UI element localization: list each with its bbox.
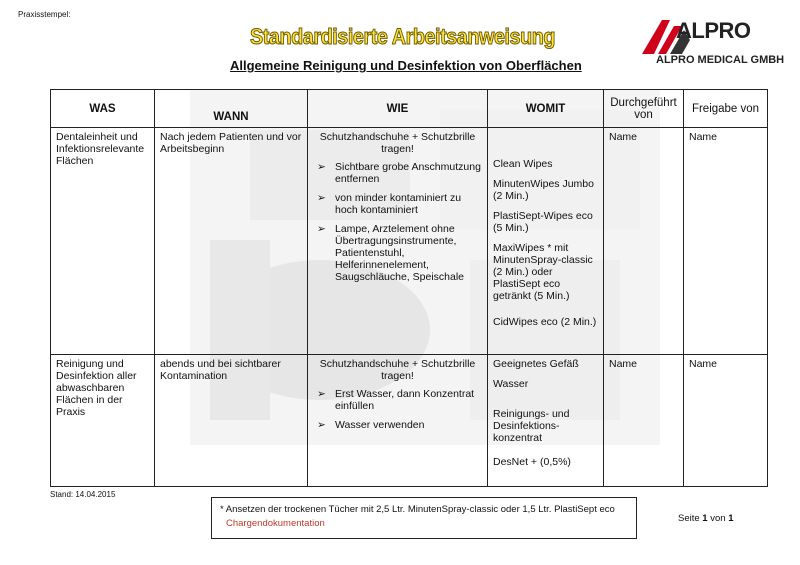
arrow-bullet-icon: ➢ [317,388,326,400]
column-header-freigabe: Freigabe von [684,90,768,128]
table-header-row [51,90,768,128]
column-header-wann: WANN [155,90,308,128]
list-item: ➢ Wasser verwenden [317,419,425,431]
cell-freigabe: Name [684,128,768,355]
womit-item: Clean Wipes [493,158,553,170]
footnote-text: * Ansetzen der trockenen Tücher mit 2,5 Ltr. MinutenSpray-classic oder 1,5 Ltr. PlastiSept eco [220,504,615,515]
cell-durchgefuehrt: Name [604,355,684,487]
list-item: ➢ Erst Wasser, dann Konzentrat einfüllen [317,388,475,412]
wie-list [313,161,482,283]
footnote-batch-doc: Chargendokumentation [226,518,325,529]
cell-was: Reinigung und Desinfektion aller abwaschbaren Flächen in der Praxis [51,355,155,487]
column-header-was: WAS [51,90,155,128]
table-row [51,128,768,355]
page-subtitle: Allgemeine Reinigung und Desinfektion von Oberflächen [230,58,582,73]
arrow-bullet-icon: ➢ [317,161,326,173]
wie-header: Schutzhandschuhe + Schutzbrille tragen! [319,358,476,382]
column-header-wie: WIE [308,90,488,128]
cell-womit [488,128,604,355]
cell-durchgefuehrt: Name [604,128,684,355]
cell-was: Dentaleinheit und Infektionsrelevante Flächen [51,128,155,355]
womit-item: DesNet + (0,5%) [493,456,571,468]
list-item: ➢ von minder kontaminiert zu hoch kontaminiert [317,192,462,216]
arrow-bullet-icon: ➢ [317,192,326,204]
arrow-bullet-icon: ➢ [317,419,326,431]
stand-date: Stand: 14.04.2015 [50,490,116,499]
arrow-bullet-icon: ➢ [317,223,326,235]
womit-item: MaxiWipes * mit MinutenSpray-classic (2 Min.) oder PlastiSept eco getränkt (5 Min.) [493,242,593,302]
column-header-womit: WOMIT [488,90,604,128]
womit-item: CidWipes eco (2 Min.) [493,316,597,328]
cell-wann: abends und bei sichtbarer Kontamination [155,355,308,487]
womit-item: Wasser [493,378,529,390]
instruction-table [50,89,768,487]
cell-freigabe: Name [684,355,768,487]
womit-item: PlastiSept-Wipes eco (5 Min.) [493,210,593,234]
wie-header: Schutzhandschuhe + Schutzbrille tragen! [319,131,476,155]
page-title: Standardisierte Arbeitsanweisung [250,24,556,49]
womit-item: Geeignetes Gefäß [493,358,579,370]
column-header-durchgefuehrt: Durchgeführt von [604,90,684,128]
logo-text: ALPRO [676,18,751,43]
list-item: ➢ Sichtbare grobe Anschmutzung entfernen [317,161,481,185]
page-number: Seite 1 von 1 [678,513,734,524]
cell-wie [308,355,488,487]
cell-wann: Nach jedem Patienten und vor Arbeitsbeginn [155,128,308,355]
cell-wie [308,128,488,355]
list-item: ➢ Lampe, Arztelement ohne Übertragungsinstrumente, Patientenstuhl, Helferinnenelement, Saugschläuche, Speischale [317,223,465,283]
stamp-label: Praxisstempel: [18,10,71,19]
womit-item: MinutenWipes Jumbo (2 Min.) [493,178,594,202]
wie-list [313,388,482,431]
footnote-box [211,497,637,539]
table-row [51,355,768,487]
cell-womit [488,355,604,487]
logo-subtitle: ALPRO MEDICAL GMBH [656,54,785,66]
womit-item: Reinigungs- und Desinfektions-konzentrat [493,408,570,444]
